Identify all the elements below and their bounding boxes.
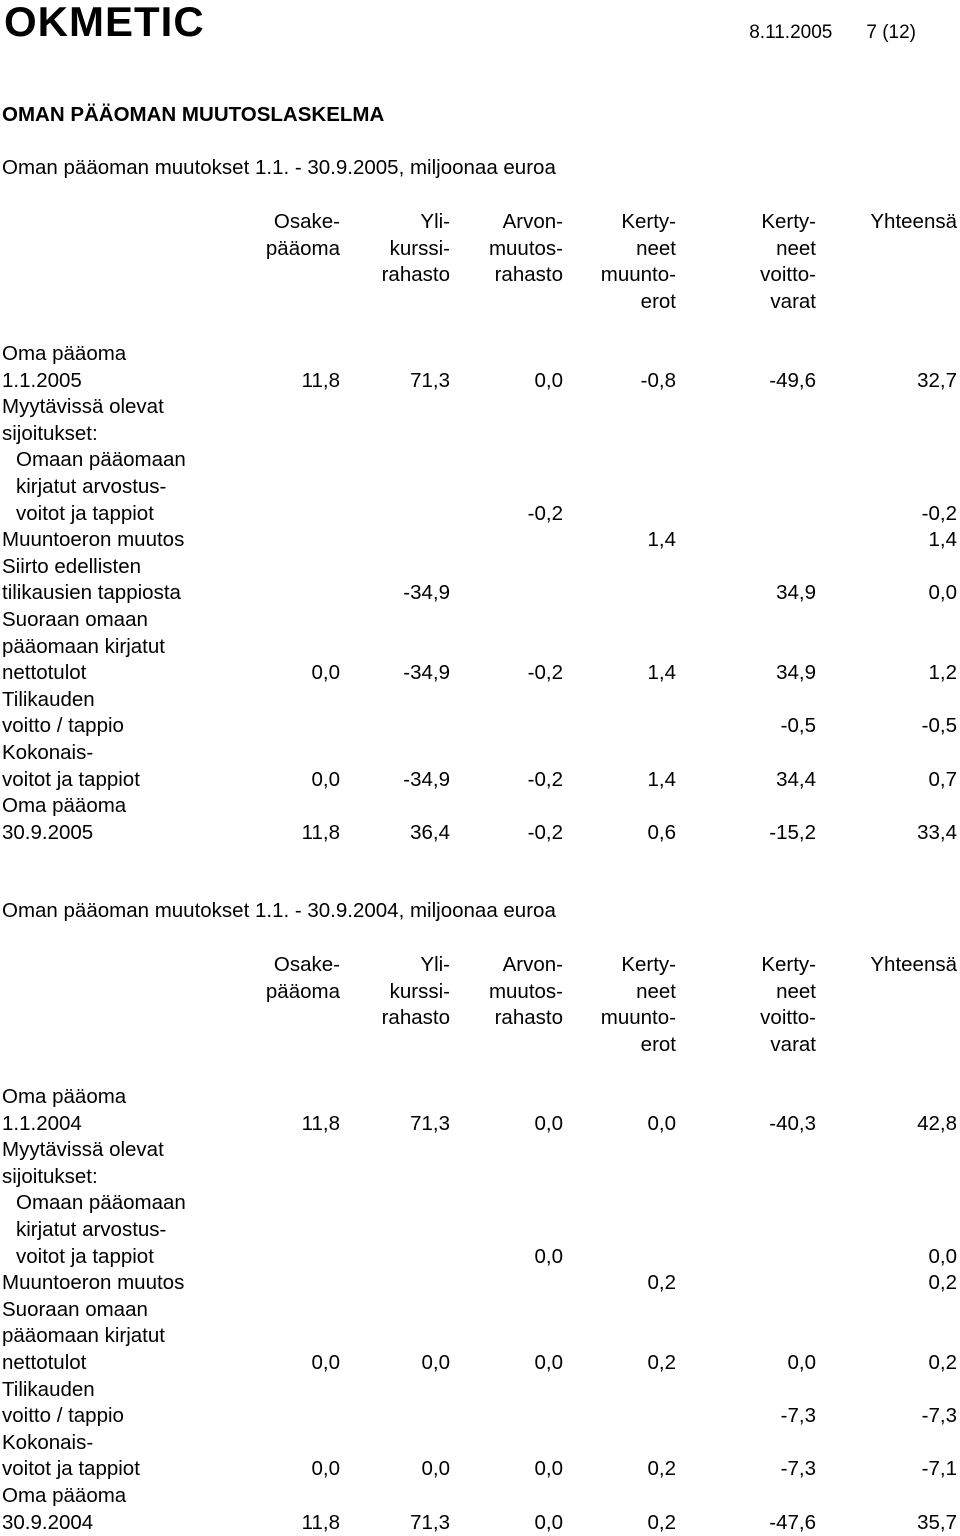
- table-cell: 34,4: [706, 767, 816, 794]
- table-row: [0, 341, 960, 368]
- table-cell: 0,0: [230, 660, 340, 687]
- column-header-line: Kerty-: [760, 952, 816, 979]
- column-header-line: kurssi-: [382, 979, 450, 1006]
- table-cell: -34,9: [340, 767, 450, 794]
- table-cell: -7,3: [706, 1403, 816, 1430]
- table-row: [0, 634, 960, 661]
- row-label: Tilikauden: [2, 1377, 95, 1404]
- row-label: Kokonais-: [2, 1430, 93, 1457]
- table-cell: 0,0: [453, 1111, 563, 1138]
- document-date: 8.11.2005: [749, 22, 832, 43]
- page-number: 7 (12): [866, 22, 916, 43]
- column-header-6: [870, 952, 957, 979]
- table-row: [0, 1430, 960, 1457]
- table-cell: 0,0: [566, 1111, 676, 1138]
- table-cell: 0,0: [847, 580, 957, 607]
- table-cell: -0,5: [706, 713, 816, 740]
- row-label: Oma pääoma: [2, 793, 126, 820]
- row-label: kirjatut arvostus-: [16, 474, 166, 501]
- column-header-line: Kerty-: [601, 952, 676, 979]
- row-label: 30.9.2005: [2, 820, 93, 847]
- table-cell: 0,0: [340, 1350, 450, 1377]
- table-cell: 0,0: [847, 1244, 957, 1271]
- table-row: [0, 740, 960, 767]
- row-label: pääomaan kirjatut: [2, 1323, 165, 1350]
- table-row: [0, 1190, 960, 1217]
- column-header-line: voitto-: [760, 262, 816, 289]
- table-cell: 1,2: [847, 660, 957, 687]
- column-header-line: rahasto: [489, 1005, 563, 1032]
- table-cell: 11,8: [230, 820, 340, 847]
- column-header-2: [382, 209, 450, 289]
- section-title-2005: Oman pääoman muutokset 1.1. - 30.9.2005, miljoonaa euroa: [2, 156, 556, 180]
- table-row: [0, 368, 960, 395]
- column-header-line: muunto-: [601, 262, 676, 289]
- column-header-line: neet: [601, 979, 676, 1006]
- table-cell: -7,3: [847, 1403, 957, 1430]
- table-row: [0, 527, 960, 554]
- table-cell: 0,0: [453, 368, 563, 395]
- column-header-line: erot: [601, 289, 676, 316]
- row-label: Oma pääoma: [2, 1483, 126, 1510]
- table-cell: 0,0: [230, 1456, 340, 1483]
- column-header-line: varat: [760, 289, 816, 316]
- column-header-5: [760, 952, 816, 1058]
- table-cell: 0,2: [566, 1350, 676, 1377]
- table-cell: 36,4: [340, 820, 450, 847]
- column-header-line: Kerty-: [601, 209, 676, 236]
- table-cell: 0,0: [230, 1350, 340, 1377]
- column-header-line: Arvon-: [489, 209, 563, 236]
- equity-table-2005: [0, 341, 960, 846]
- column-header-3: [489, 952, 563, 1032]
- table-cell: 0,7: [847, 767, 957, 794]
- row-label: Muuntoeron muutos: [2, 527, 184, 554]
- table-cell: 0,0: [230, 767, 340, 794]
- column-header-1: [266, 952, 340, 1005]
- column-header-line: erot: [601, 1032, 676, 1059]
- table-cell: 0,2: [566, 1270, 676, 1297]
- company-logo: OKMETIC: [4, 2, 205, 42]
- row-label: Suoraan omaan: [2, 1297, 148, 1324]
- table-cell: -7,3: [706, 1456, 816, 1483]
- row-label: kirjatut arvostus-: [16, 1217, 166, 1244]
- page-header-info: [749, 22, 916, 44]
- column-header-1: [266, 209, 340, 262]
- row-label: voitto / tappio: [2, 1403, 124, 1430]
- row-label: Suoraan omaan: [2, 607, 148, 634]
- table-cell: 34,9: [706, 580, 816, 607]
- table-row: [0, 1111, 960, 1138]
- row-label: Kokonais-: [2, 740, 93, 767]
- table-row: [0, 474, 960, 501]
- table-cell: 33,4: [847, 820, 957, 847]
- row-label: 1.1.2004: [2, 1111, 82, 1138]
- column-header-line: Arvon-: [489, 952, 563, 979]
- equity-table-2004: [0, 1084, 960, 1536]
- table-cell: 0,6: [566, 820, 676, 847]
- row-label: Omaan pääomaan: [16, 1190, 186, 1217]
- row-label: nettotulot: [2, 1350, 86, 1377]
- column-header-3: [489, 209, 563, 289]
- table-cell: 1,4: [566, 767, 676, 794]
- table-cell: 42,8: [847, 1111, 957, 1138]
- table-cell: 1,4: [847, 527, 957, 554]
- row-label: Siirto edellisten: [2, 554, 141, 581]
- column-header-line: muutos-: [489, 236, 563, 263]
- table-cell: -49,6: [706, 368, 816, 395]
- column-header-line: Kerty-: [760, 209, 816, 236]
- row-label: Oma pääoma: [2, 341, 126, 368]
- page-title: OMAN PÄÄOMAN MUUTOSLASKELMA: [2, 103, 384, 127]
- table-row: [0, 687, 960, 714]
- column-header-line: rahasto: [489, 262, 563, 289]
- table-row: [0, 1510, 960, 1536]
- column-header-line: varat: [760, 1032, 816, 1059]
- table-row: [0, 421, 960, 448]
- table-cell: 32,7: [847, 368, 957, 395]
- table-cell: 71,3: [340, 1510, 450, 1536]
- row-label: pääomaan kirjatut: [2, 634, 165, 661]
- column-header-line: rahasto: [382, 262, 450, 289]
- row-label: voitot ja tappiot: [16, 501, 154, 528]
- column-header-line: Osake-: [266, 209, 340, 236]
- row-label: Tilikauden: [2, 687, 95, 714]
- column-header-line: pääoma: [266, 236, 340, 263]
- table-cell: 11,8: [230, 368, 340, 395]
- column-header-4: [601, 952, 676, 1058]
- table-row: [0, 1137, 960, 1164]
- table-row: [0, 501, 960, 528]
- table-cell: 11,8: [230, 1111, 340, 1138]
- table-cell: 1,4: [566, 660, 676, 687]
- table-cell: 0,2: [566, 1510, 676, 1536]
- table-cell: -0,8: [566, 368, 676, 395]
- table-row: [0, 767, 960, 794]
- table-cell: 35,7: [847, 1510, 957, 1536]
- column-header-line: neet: [760, 236, 816, 263]
- column-header-line: muunto-: [601, 1005, 676, 1032]
- row-label: voitot ja tappiot: [2, 1456, 140, 1483]
- table-cell: -0,5: [847, 713, 957, 740]
- row-label: sijoitukset:: [2, 1164, 98, 1191]
- column-header-line: pääoma: [266, 979, 340, 1006]
- row-label: voitot ja tappiot: [2, 767, 140, 794]
- table-row: [0, 713, 960, 740]
- table-cell: 0,2: [847, 1350, 957, 1377]
- column-header-line: muutos-: [489, 979, 563, 1006]
- table-cell: -47,6: [706, 1510, 816, 1536]
- table-cell: -40,3: [706, 1111, 816, 1138]
- table-cell: 0,2: [847, 1270, 957, 1297]
- row-label: voitto / tappio: [2, 713, 124, 740]
- table-cell: -0,2: [453, 820, 563, 847]
- row-label: voitot ja tappiot: [16, 1244, 154, 1271]
- table-cell: -34,9: [340, 580, 450, 607]
- row-label: nettotulot: [2, 660, 86, 687]
- table-row: [0, 660, 960, 687]
- table-row: [0, 1164, 960, 1191]
- table-row: [0, 1350, 960, 1377]
- table-row: [0, 1270, 960, 1297]
- table-row: [0, 1483, 960, 1510]
- column-header-line: neet: [601, 236, 676, 263]
- row-label: Muuntoeron muutos: [2, 1270, 184, 1297]
- table-row: [0, 394, 960, 421]
- row-label: Myytävissä olevat: [2, 1137, 164, 1164]
- table-row: [0, 1456, 960, 1483]
- table-row: [0, 447, 960, 474]
- column-header-line: voitto-: [760, 1005, 816, 1032]
- row-label: sijoitukset:: [2, 421, 98, 448]
- table-row: [0, 1403, 960, 1430]
- row-label: Myytävissä olevat: [2, 394, 164, 421]
- table-cell: 71,3: [340, 368, 450, 395]
- column-header-6: [870, 209, 957, 236]
- column-header-line: Yhteensä: [870, 209, 957, 236]
- table-cell: 0,0: [453, 1350, 563, 1377]
- section-title-2004: Oman pääoman muutokset 1.1. - 30.9.2004, miljoonaa euroa: [2, 899, 556, 923]
- row-label: 1.1.2005: [2, 368, 82, 395]
- table-cell: -34,9: [340, 660, 450, 687]
- table-cell: 0,0: [706, 1350, 816, 1377]
- table-cell: -0,2: [847, 501, 957, 528]
- row-label: Oma pääoma: [2, 1084, 126, 1111]
- table-row: [0, 820, 960, 847]
- table-row: [0, 1377, 960, 1404]
- column-header-line: kurssi-: [382, 236, 450, 263]
- table-row: [0, 1244, 960, 1271]
- row-label: Omaan pääomaan: [16, 447, 186, 474]
- table-cell: 0,0: [453, 1456, 563, 1483]
- column-header-line: Yli-: [382, 209, 450, 236]
- table-cell: 0,0: [453, 1244, 563, 1271]
- row-label: tilikausien tappiosta: [2, 580, 181, 607]
- table-cell: 0,0: [340, 1456, 450, 1483]
- table-row: [0, 1297, 960, 1324]
- table-cell: -0,2: [453, 501, 563, 528]
- table-row: [0, 1217, 960, 1244]
- table-cell: -0,2: [453, 660, 563, 687]
- table-cell: -7,1: [847, 1456, 957, 1483]
- table-row: [0, 793, 960, 820]
- table-row: [0, 554, 960, 581]
- column-header-line: Yhteensä: [870, 952, 957, 979]
- table-cell: 11,8: [230, 1510, 340, 1536]
- table-row: [0, 607, 960, 634]
- column-header-4: [601, 209, 676, 315]
- table-row: [0, 1323, 960, 1350]
- table-cell: 1,4: [566, 527, 676, 554]
- column-header-line: Osake-: [266, 952, 340, 979]
- column-header-line: rahasto: [382, 1005, 450, 1032]
- table-cell: 34,9: [706, 660, 816, 687]
- table-cell: -0,2: [453, 767, 563, 794]
- table-row: [0, 1084, 960, 1111]
- table-cell: 71,3: [340, 1111, 450, 1138]
- table-cell: 0,2: [566, 1456, 676, 1483]
- column-header-line: neet: [760, 979, 816, 1006]
- column-header-2: [382, 952, 450, 1032]
- table-cell: 0,0: [453, 1510, 563, 1536]
- table-row: [0, 580, 960, 607]
- table-cell: -15,2: [706, 820, 816, 847]
- column-header-5: [760, 209, 816, 315]
- row-label: 30.9.2004: [2, 1510, 93, 1536]
- column-header-line: Yli-: [382, 952, 450, 979]
